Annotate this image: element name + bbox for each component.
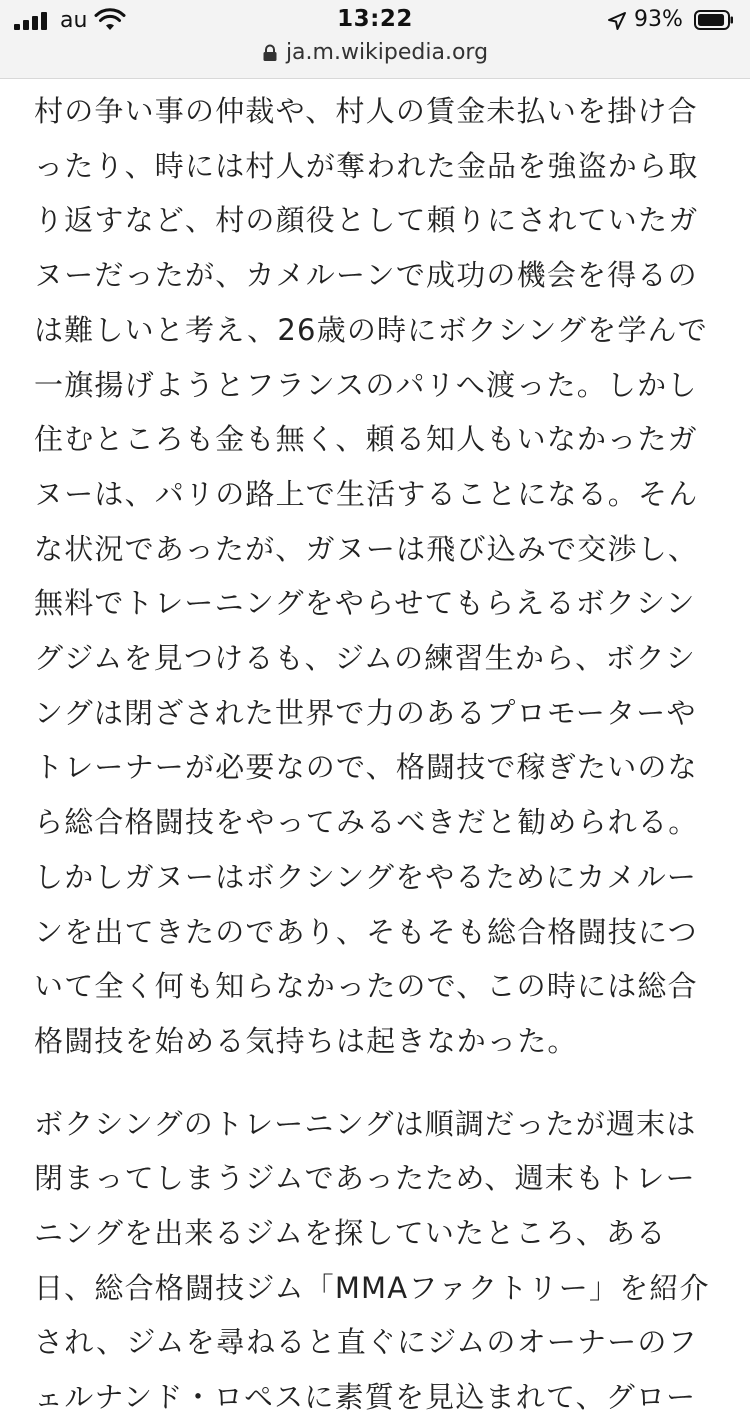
browser-top-bar (0, 0, 750, 79)
carrier-name: au (60, 8, 88, 33)
status-bar (0, 0, 750, 42)
article-paragraph: ボクシングのトレーニングは順調だったが週末は閉まってしまうジムであったため、週末もトレーニングを出来るジムを探していたところ、ある日、総合格闘技ジム「MMAファクトリー」を紹介され、ジムを尋ねると直ぐにジムのオーナーのフェルナンド・ロペスに素質を見込まれて、グロー (34, 1106, 710, 1415)
status-time: 13:22 (337, 6, 413, 32)
article-paragraph: 村の争い事の仲裁や、村人の賃金未払いを掛け合ったり、時には村人が奪われた金品を強盗から取り返すなど、村の顔役として頼りにされていたガヌーだったが、カメルーンで成功の機会を得るのは難しいと考え、26歳の時にボクシングを学んで一旗揚げようとフランスのパリへ渡った。しかし住むところも金も無く、頼る知人もいなかったガヌーは、パリの路上で生活することになる。そんな状況であったが、ガヌーは飛び込みで交渉し、無料でトレーニングをやらせてもらえるボクシングジムを見つけるも、ジムの練習生から、ボクシングは閉ざされた世界で力のあるプロモーターやトレーナーが必要なので、格闘技で稼ぎたいのなら総合格闘技をやってみるべきだと勧められる。しかしガヌーはボクシングをやるためにカメルーンを出てきたのであり、そもそも総合格闘技について全く何も知らなかったので、この時には総合格闘技を始める気持ちは起きなかった。 (34, 94, 708, 1058)
location-arrow-icon (606, 10, 628, 32)
battery-icon (694, 10, 734, 30)
battery-percentage: 93% (634, 7, 683, 32)
url-text[interactable]: ja.m.wikipedia.org (285, 40, 489, 65)
article-body (34, 84, 724, 1425)
lock-icon (262, 44, 278, 62)
address-bar[interactable] (0, 40, 750, 70)
